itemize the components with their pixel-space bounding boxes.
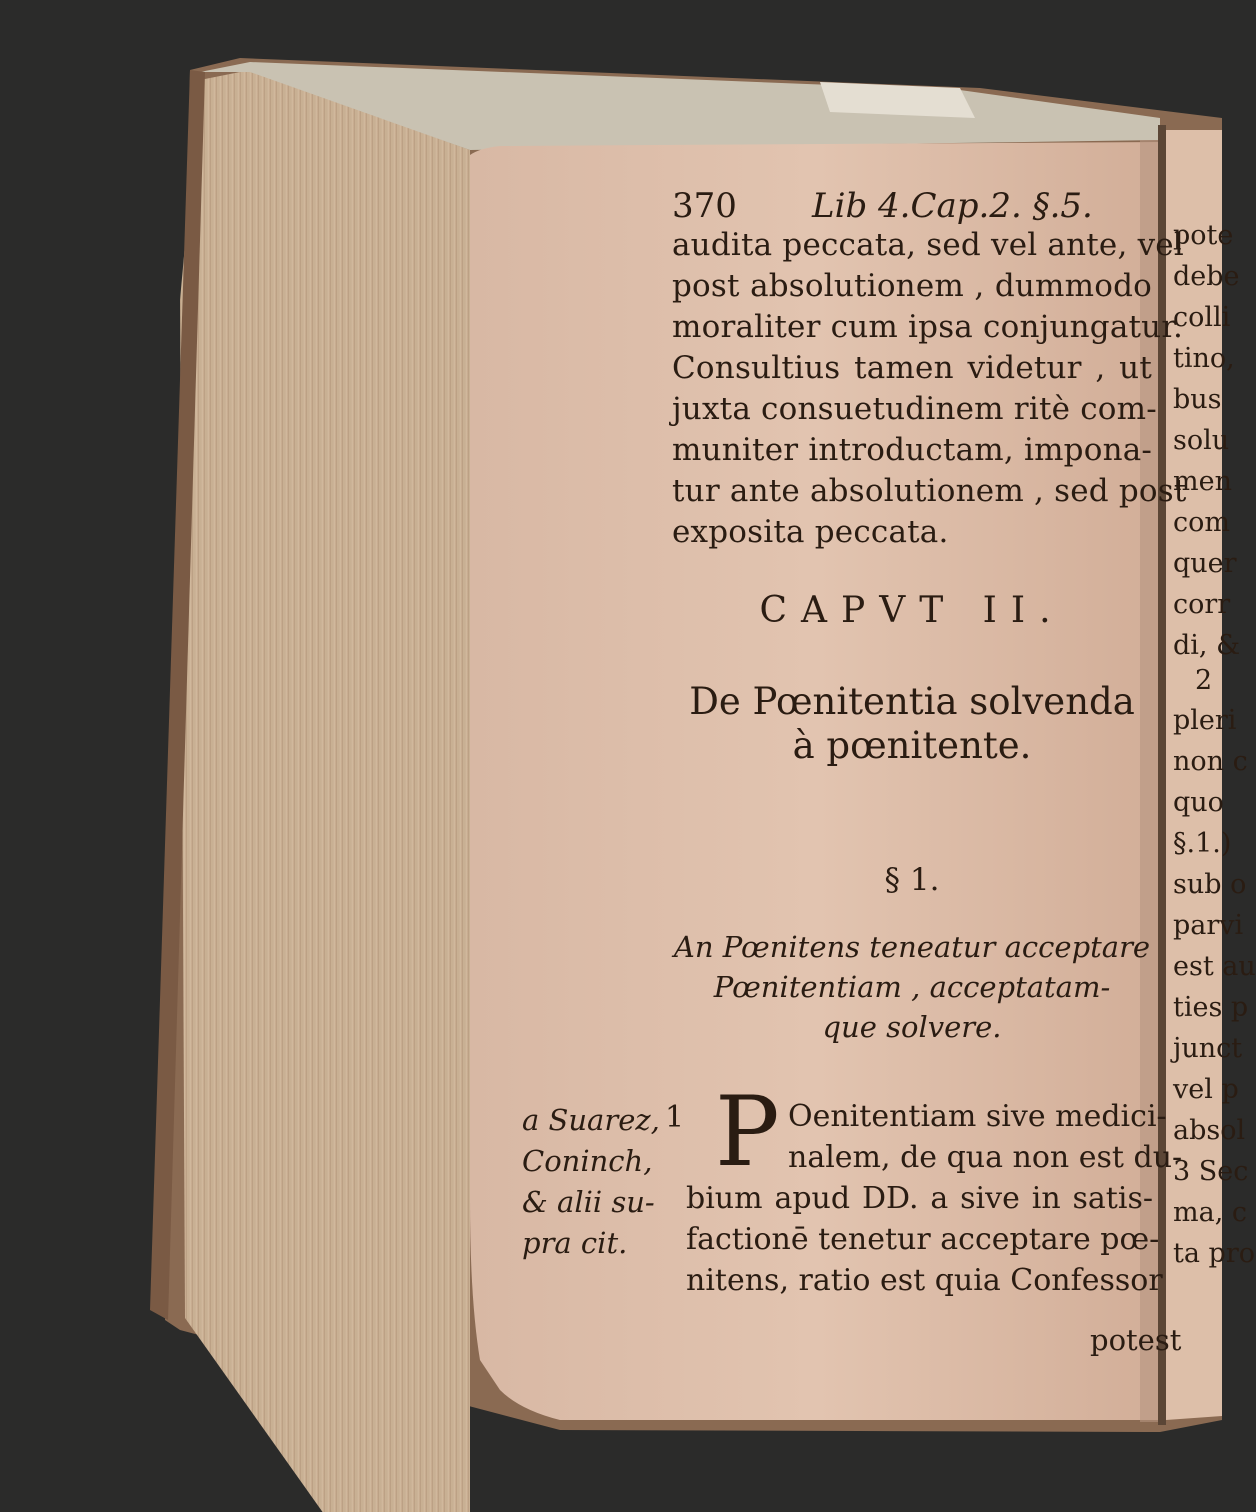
question-line: Pœnitentiam , acceptatam-: [713, 970, 1111, 1004]
right-fragment: pleri: [1173, 705, 1237, 736]
right-fragment: bus: [1173, 384, 1222, 415]
right-fragment: ta pro: [1173, 1238, 1255, 1269]
chapter-title-line: à pœnitente.: [792, 724, 1032, 767]
question-line: que solvere.: [822, 1010, 1002, 1044]
right-fragment: absol: [1173, 1115, 1246, 1146]
right-fragment: est au: [1173, 951, 1256, 982]
catchword: potest: [1090, 1323, 1182, 1357]
text-line: tur ante absolutionem , sed post: [672, 473, 1187, 509]
margin-note-line: Coninch,: [522, 1144, 653, 1178]
chapter-title-line: De Pœnitentia solvenda: [689, 680, 1135, 723]
right-fragment: tino,: [1173, 343, 1235, 374]
right-fragment: parvi: [1173, 910, 1244, 941]
right-fragment: §.1.): [1173, 828, 1232, 859]
right-fragment: corr: [1173, 589, 1231, 620]
right-fragment: ma, c: [1173, 1197, 1247, 1228]
text-line: bium apud DD. a sive in satis-: [686, 1181, 1153, 1216]
text-line: Oenitentiam sive medici-: [788, 1099, 1167, 1134]
section-mark: § 1.: [884, 862, 940, 898]
right-fragment: com: [1173, 507, 1230, 538]
text-line: exposita peccata.: [672, 514, 949, 550]
text-line: Consultius tamen videtur , ut: [672, 350, 1152, 386]
right-fragment: pote: [1173, 220, 1234, 251]
text-line: nitens, ratio est quia Confessor: [686, 1263, 1163, 1298]
margin-note-line: & alii su-: [522, 1185, 655, 1219]
right-fragment: 2: [1195, 665, 1213, 696]
page-number: 370: [672, 186, 737, 226]
chapter-heading: CAPVT II.: [759, 590, 1065, 631]
right-fragment: men: [1173, 466, 1232, 497]
right-fragment: quer: [1173, 548, 1237, 579]
text-line: muniter introductam, impona-: [672, 432, 1153, 468]
right-fragment: debe: [1173, 261, 1240, 292]
right-fragment: non c: [1173, 746, 1248, 777]
paragraph-number: 1: [665, 1100, 685, 1135]
right-fragment: solu: [1173, 425, 1230, 456]
right-fragment: junct: [1173, 1033, 1243, 1064]
text-line: audita peccata, sed vel ante, vel: [672, 227, 1184, 263]
right-fragment: vel p: [1173, 1074, 1239, 1105]
question-line: An Pœnitens teneatur acceptare: [673, 930, 1151, 964]
right-fragment: colli: [1173, 302, 1231, 333]
right-fragment: 3 Sec: [1173, 1156, 1249, 1187]
text-line: nalem, de qua non est du-: [788, 1140, 1183, 1175]
text-line: post absolutionem , dummodo: [672, 268, 1152, 304]
drop-cap: P: [715, 1076, 780, 1188]
text-line: factionē tenetur acceptare pœ-: [686, 1222, 1160, 1257]
right-fragment: di, &: [1173, 630, 1241, 661]
margin-note-line: a Suarez,: [522, 1103, 660, 1137]
right-fragment: quo: [1173, 787, 1224, 818]
right-fragment: ties p: [1173, 992, 1249, 1023]
text-line: juxta consuetudinem ritè com-: [672, 391, 1157, 427]
running-head: Lib 4.Cap.2. §.5.: [812, 186, 1093, 226]
margin-note-line: pra cit.: [522, 1226, 628, 1260]
text-line: moraliter cum ipsa conjungatur.: [672, 309, 1183, 345]
right-fragment: sub o: [1173, 869, 1247, 900]
page-header: [672, 186, 1093, 226]
